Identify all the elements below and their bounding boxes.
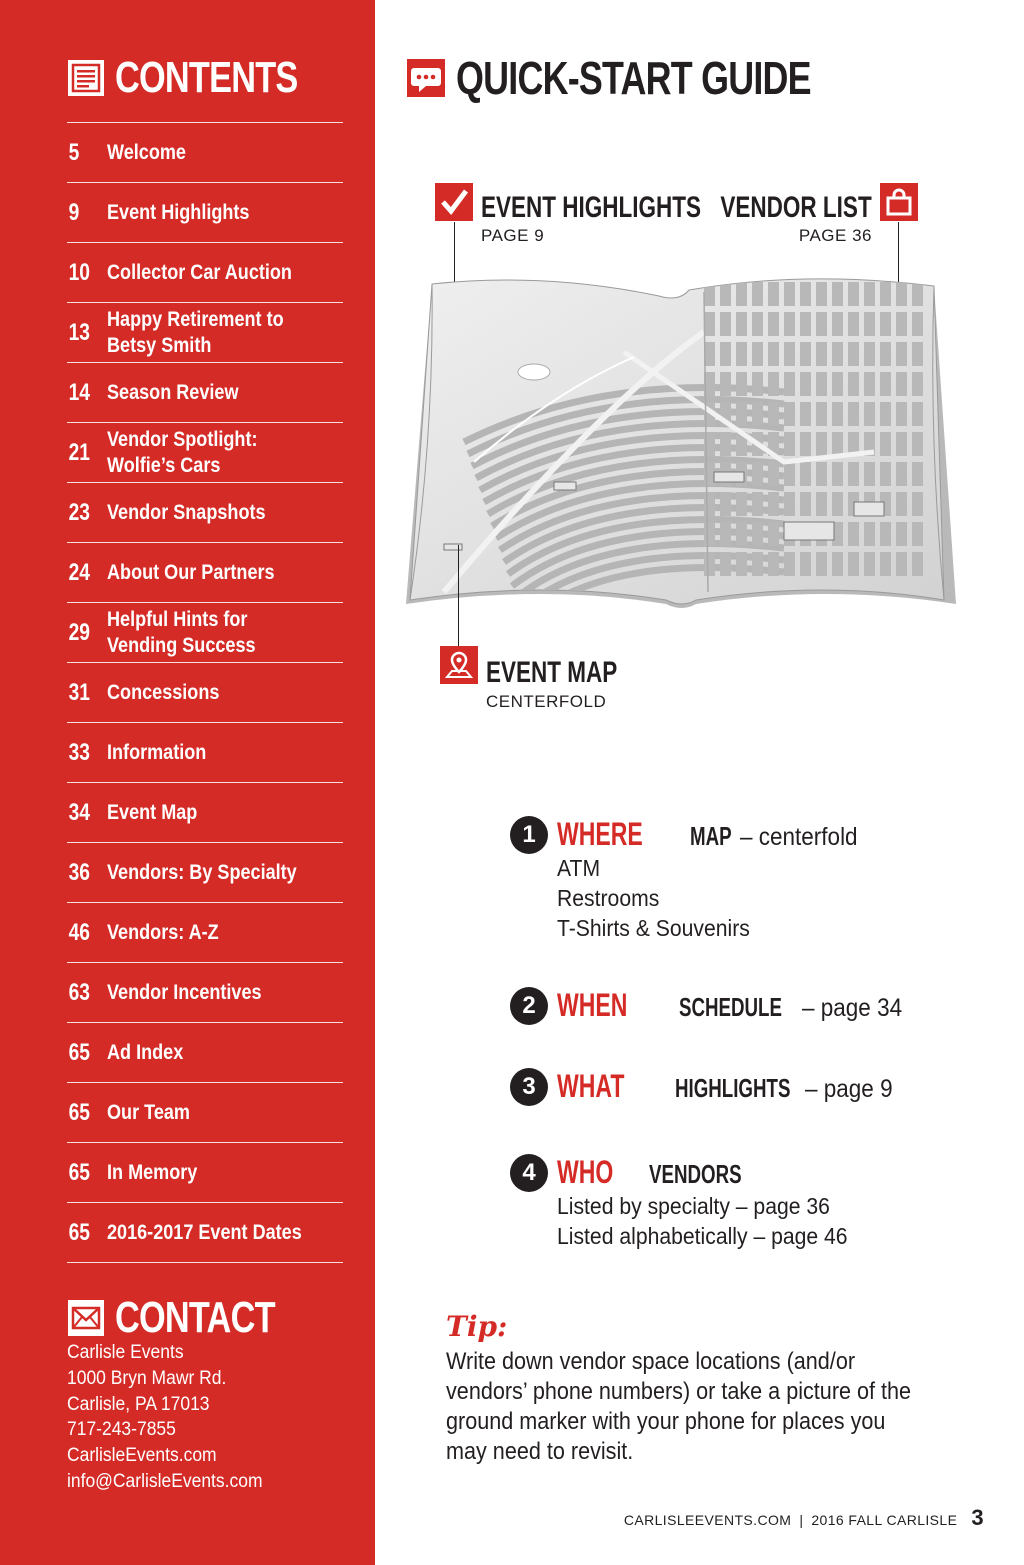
- step-detail-line: T-Shirts & Souvenirs: [557, 915, 750, 941]
- quickstart-title: QUICK-START GUIDE: [456, 52, 811, 104]
- step-category: SCHEDULE: [678, 992, 782, 1022]
- toc-label: Vendor Snapshots: [106, 500, 266, 524]
- callout-event-map[interactable]: [440, 646, 618, 711]
- footer-edition: 2016 FALL CARLISLE: [811, 1512, 958, 1528]
- open-book-map-image: [404, 262, 960, 610]
- callout-title: VENDOR LIST: [720, 191, 872, 224]
- step-reference: – page 34: [801, 994, 902, 1022]
- step-keyword: WHAT: [557, 1068, 625, 1104]
- toc-item[interactable]: [67, 423, 343, 483]
- step-keyword: WHO: [557, 1154, 614, 1190]
- toc-label: Event Map: [106, 800, 197, 824]
- toc-label: Our Team: [106, 1100, 190, 1124]
- toc-label: Collector Car Auction: [106, 260, 292, 284]
- contents-title: CONTENTS: [115, 53, 298, 102]
- toc-item[interactable]: [67, 183, 343, 243]
- toc-page-number: 65: [68, 1218, 90, 1246]
- toc-label: Helpful Hints for Vending Success: [106, 607, 256, 657]
- callout-subtitle: PAGE 36: [798, 226, 872, 245]
- contact-title: CONTACT: [115, 1293, 275, 1342]
- toc-label: Season Review: [106, 380, 239, 404]
- toc-page-number: 34: [68, 798, 90, 826]
- callout-subtitle: CENTERFOLD: [486, 692, 607, 711]
- callout-event-highlights[interactable]: [435, 183, 702, 245]
- toc-page-number: 13: [68, 318, 90, 346]
- toc-page-number: 23: [68, 498, 90, 526]
- toc-item[interactable]: [67, 1143, 343, 1203]
- step-category: VENDORS: [649, 1159, 742, 1189]
- page-footer: [624, 1505, 984, 1531]
- toc-item[interactable]: [67, 663, 343, 723]
- step-category: MAP: [690, 821, 732, 851]
- callout-title: EVENT HIGHLIGHTS: [481, 191, 702, 224]
- toc-page-number: 9: [68, 198, 80, 226]
- step-reference: – centerfold: [739, 823, 858, 851]
- toc-item[interactable]: [67, 243, 343, 303]
- step-number-badge: 2: [510, 987, 548, 1025]
- speech-bubble-icon: [406, 58, 446, 98]
- toc-page-number: 21: [68, 438, 90, 466]
- toc-item[interactable]: [67, 603, 343, 663]
- toc-label: Event Highlights: [106, 200, 250, 224]
- toc-item[interactable]: [67, 1203, 343, 1263]
- contact-website[interactable]: CarlisleEvents.com: [67, 1445, 217, 1467]
- toc-page-number: 65: [68, 1098, 90, 1126]
- toc-label: Happy Retirement to Betsy Smith: [106, 307, 284, 357]
- toc-page-number: 36: [68, 858, 90, 886]
- toc-page-number: 65: [68, 1158, 90, 1186]
- contact-city: Carlisle, PA 17013: [67, 1393, 210, 1415]
- toc-label: In Memory: [106, 1160, 197, 1184]
- document-list-icon: [67, 59, 105, 97]
- footer-separator: |: [799, 1512, 804, 1528]
- tip-text: Write down vendor space locations (and/or vendors’ phone numbers) or take a picture of the ground marker with your phone for places you may need to revisit.: [446, 1348, 912, 1465]
- toc-page-number: 14: [68, 378, 90, 406]
- step-reference: – page 9: [804, 1075, 893, 1103]
- toc-label: Information: [106, 740, 206, 764]
- toc-item[interactable]: [67, 843, 343, 903]
- toc-item[interactable]: [67, 963, 343, 1023]
- toc-item[interactable]: [67, 363, 343, 423]
- step-number-badge: 3: [510, 1068, 548, 1106]
- quickstart-heading: [406, 52, 911, 104]
- toc-item[interactable]: [67, 483, 343, 543]
- toc-label: Welcome: [106, 140, 186, 164]
- callout-subtitle: PAGE 9: [481, 226, 545, 245]
- toc-label: Vendors: A-Z: [106, 920, 219, 944]
- step-number-badge: 1: [510, 816, 548, 854]
- toc-label: Ad Index: [106, 1040, 183, 1064]
- footer-website[interactable]: CARLISLEEVENTS.COM: [623, 1512, 792, 1528]
- toc-item[interactable]: [67, 723, 343, 783]
- step-category: HIGHLIGHTS: [674, 1073, 791, 1103]
- toc-item[interactable]: [67, 303, 343, 363]
- toc-page-number: 5: [68, 138, 80, 166]
- contact-name: Carlisle Events: [67, 1342, 184, 1363]
- toc-item[interactable]: [67, 543, 343, 603]
- contact-email[interactable]: info@CarlisleEvents.com: [67, 1470, 263, 1492]
- step-detail-line: Listed alphabetically – page 46: [557, 1223, 848, 1249]
- toc-label: Vendors: By Specialty: [106, 860, 297, 884]
- contact-street: 1000 Bryn Mawr Rd.: [67, 1367, 227, 1389]
- leader-line: [458, 545, 459, 650]
- toc-page-number: 24: [68, 558, 90, 586]
- toc-page-number: 46: [68, 918, 90, 946]
- toc-label: 2016-2017 Event Dates: [106, 1220, 302, 1244]
- checkmark-icon: [435, 183, 473, 221]
- shopping-bag-icon: [880, 183, 918, 221]
- map-pin-icon: [440, 646, 478, 684]
- step-keyword: WHERE: [557, 816, 643, 852]
- toc-page-number: 65: [68, 1038, 90, 1066]
- page-number: 3: [971, 1505, 984, 1530]
- toc-label: Concessions: [106, 680, 220, 704]
- contact-info: [67, 1340, 263, 1495]
- event-map-illustration: [404, 262, 960, 610]
- toc-page-number: 10: [68, 258, 90, 286]
- toc-item[interactable]: [67, 783, 343, 843]
- tip-label: Tip:: [446, 1310, 508, 1343]
- toc-page-number: 31: [68, 678, 90, 706]
- toc-item[interactable]: [67, 1023, 343, 1083]
- contact-phone[interactable]: 717-243-7855: [67, 1419, 176, 1441]
- callout-title: EVENT MAP: [486, 656, 618, 689]
- toc-page-number: 33: [68, 738, 90, 766]
- contents-heading: [67, 53, 349, 102]
- step-detail-line: ATM: [557, 855, 601, 881]
- step-detail-line: Restrooms: [557, 885, 660, 911]
- contact-heading: [67, 1293, 320, 1342]
- envelope-icon: [67, 1299, 105, 1337]
- sidebar: [0, 0, 375, 1565]
- toc-label: Vendor Incentives: [106, 980, 262, 1004]
- toc-label: Vendor Spotlight: Wolfie’s Cars: [106, 427, 258, 477]
- toc-item[interactable]: [67, 903, 343, 963]
- toc-label: About Our Partners: [106, 560, 275, 584]
- toc-page-number: 29: [68, 618, 90, 646]
- toc-item[interactable]: [67, 1083, 343, 1143]
- toc-page-number: 63: [68, 978, 90, 1006]
- contents-list: [67, 122, 343, 1263]
- step-detail-line: Listed by specialty – page 36: [557, 1193, 830, 1219]
- step-keyword: WHEN: [557, 987, 628, 1023]
- toc-item[interactable]: [67, 123, 343, 183]
- step-number-badge: 4: [510, 1154, 548, 1192]
